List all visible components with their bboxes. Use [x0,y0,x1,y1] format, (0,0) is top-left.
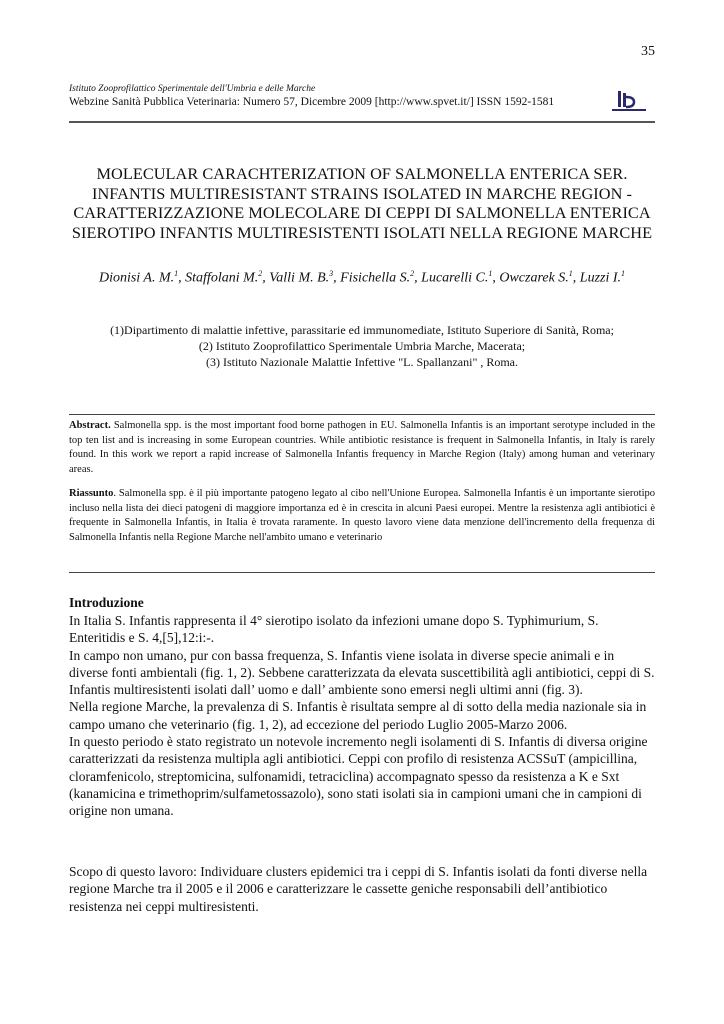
section-heading-introduzione: Introduzione [69,595,144,610]
author-affiliation-mark: 2 [258,269,263,278]
author: Dionisi A. M. [98,270,175,286]
abstract-text: Salmonella spp. is the most important food borne pathogen in EU. Salmonella Infantis is an important serotype included in the top ten list and is increasing in some European countries. While antibiotic resistance is frequent in Salmonella Infantis, in Italy is rarely found. In this work we report a rapid increase of Salmonella Infantis frequency in Marche Region (Italy) among human and veterinary areas. [69,420,656,475]
header-institute: Istituto Zooprofilattico Sperimentale dell'Umbria e delle Marche [69,84,316,94]
paragraph: Nella regione Marche, la prevalenza di S. Infantis è risultata sempre al di sotto della media nazionale sia in campo umano che veterinario (fig. 1, 2), ad eccezione del periodo Luglio 2005-Marzo 2006. [69,699,647,732]
author: Fisichella S. [340,270,411,286]
paragraph: In questo periodo è stato registrato un notevole incremento negli isolamenti di S. Infantis di diversa origine caratterizzati da resistenza multipla agli antibiotici. Ceppi con profilo di resistenza ACSSuT (ampicillina, cloramfenicolo, streptomicina, sulfonamidi, tetraciclina) accompagnato spesso da resistenza a K e Sxt (kanamicina e trimethoprim/sulfametossazolo), sono stati isolati sia in campioni umani che in campioni di origine non umana. [69,734,648,819]
riassunto [69,487,655,545]
introduzione-body [69,612,655,820]
abstract-bottom-rule [69,572,655,573]
author: Luzzi I. [579,270,622,286]
affiliation: (3) Istituto Nazionale Malattie Infettive "L. Spallanzani" , Roma. [205,355,519,369]
author: Staffolani M. [185,270,259,286]
riassunto-text: . Salmonella spp. è il più importante patogeno legato al cibo nell'Unione Europea. Salmonella Infantis è un importante sierotipo incluso nella lista dei dieci patogeni di maggiore importanza ed è in crescita in alcuni Paesi europei. Mentre la resistenza agli antibiotici è frequente in Salmonella Infantis, in Italia è trovata raramente. In questo lavoro viene data menzione dell'incremento della frequenza di Salmonella Infantis nella Regione Marche nell'ambito umano e veterinario [69,488,655,543]
author-affiliation-mark: 1 [568,269,573,278]
author-affiliation-mark: 3 [329,269,334,278]
scopo-paragraph: Scopo di questo lavoro: Individuare clusters epidemici tra i ceppi di S. Infantis isolati da fonti diverse nella regione Marche tra il 2005 e il 2006 e caratterizzare le cassette geniche responsabili dell’antibiotico resistenza nei ceppi multiresistenti. [69,864,648,914]
author: Valli M. B. [269,270,330,286]
abstract-label: Abstract. [69,420,111,431]
paper-title: MOLECULAR CARACHTERIZATION OF SALMONELLA ENTERICA SER. INFANTIS MULTIRESISTANT STRAINS ISOLATED IN MARCHE REGION - CARATTERIZZAZIONE MOLECOLARE DI CEPPI DI SALMONELLA ENTERICA SIEROTIPO INFANTIS MULTIRESISTENTI ISOLATI NELLA REGIONE MARCHE [71,164,653,242]
affiliation: (1)Dipartimento di malattie infettive, parassitarie ed immunomediate, Istituto Superiore di Sanità, Roma; [110,323,614,337]
author-list: Dionisi A. M.$^1$, Staffolani M.$^2$, Valli M. B.$^3$, Fisichella S.$^2$, Lucarelli C.$^1$, Owczarek S.$^1$, Luzzi I.$^1$ [98,269,626,286]
author-affiliation-mark: 1 [621,269,626,278]
header-webzine: Webzine Sanità Pubblica Veterinaria: Numero 57, Dicembre 2009 [http://www.spvet.it/] ISSN 1592-1581 [69,96,555,108]
abstract [69,419,655,477]
author: Owczarek S. [499,270,569,286]
author: Lucarelli C. [421,270,489,286]
spvet-logo-icon [612,89,646,113]
affiliation: (2) Istituto Zooprofilattico Sperimentale Umbria Marche, Macerata; [198,339,526,353]
paragraph: In Italia S. Infantis rappresenta il 4° sierotipo isolato da infezioni umane dopo S. Typhimurium, S. Enteritidis e S. 4,[5],12:i:-. [69,613,599,646]
paragraph: In campo non umano, pur con bassa frequenza, S. Infantis viene isolata in diverse specie animali e in diverse fonti ambientali (fig. 1, 2). Sebbene caratterizzata da elevata suscettibilità agli antibiotici, ceppi di S. Infantis multiresistenti isolati dall’ uomo e dall’ ambiente sono emersi negli ultimi anni (fig. 3). [69,647,655,698]
author-affiliation-mark: 1 [488,269,493,278]
page-number: 35 [641,44,655,59]
affiliations [69,322,655,370]
header-rule [69,121,655,123]
author-affiliation-mark: 2 [410,269,415,278]
riassunto-label: Riassunto [69,488,114,499]
abstract-top-rule [69,414,655,415]
author-affiliation-mark: 1 [174,269,179,278]
